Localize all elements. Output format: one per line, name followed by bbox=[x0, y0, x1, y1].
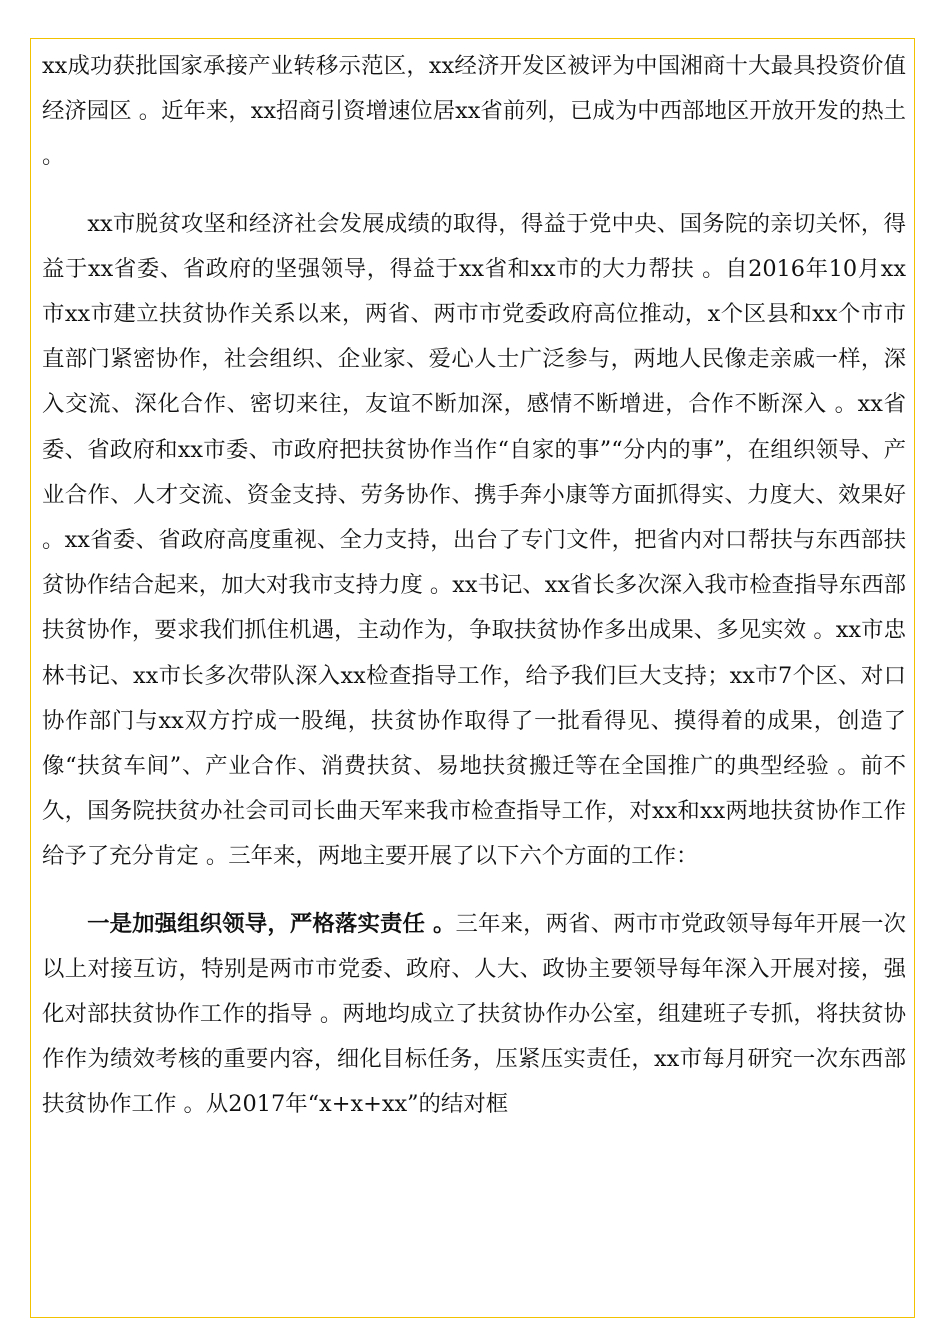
paragraph-intro: xx成功获批国家承接产业转移示范区，xx经济开发区被评为中国湘商十大最具投资价值经济园区 。近年来，xx招商引资增速位居xx省前列，已成为中西部地区开放开发的热土 。 bbox=[42, 53, 906, 170]
paragraph-achievements: xx市脱贫攻坚和经济社会发展成绩的取得，得益于党中央、国务院的亲切关怀，得益于xx省委、省政府的坚强领导，得益于xx省和xx市的大力帮扶 。自2016年10月xx市xx市建立扶贫协作关系以来，两省、两市市党委政府高位推动，x个区县和xx个市市直部门紧密协作，社会组织、企业家、爱心人士广泛参与，两地人民像走亲戚一样，深入交流、深化合作、密切来往，友谊不断加深，感情不断增进，合作不断深入 。xx省委、省政府和xx市委、市政府把扶贫协作当作“自家的事”“分内的事”，在组织领导、产业合作、人才交流、资金支持、劳务协作、携手奔小康等方面抓得实、力度大、效果好 。xx省委、省政府高度重视、全力支持，出台了专门文件，把省内对口帮扶与东西部扶贫协作结合起来，加大对我市支持力度 。xx书记、xx省长多次深入我市检查指导东西部扶贫协作，要求我们抓住机遇，主动作为，争取扶贫协作多出成果、多见实效 。xx市忠林书记、xx市长多次带队深入xx检查指导工作，给予我们巨大支持；xx市7个区、对口协作部门与xx双方拧成一股绳，扶贫协作取得了一批看得见、摸得着的成果，创造了像“扶贫车间”、产业合作、消费扶贫、易地扶贫搬迁等在全国推广的典型经验 。前不久，国务院扶贫办社会司司长曲天军来我市检查指导工作，对xx和xx两地扶贫协作工作给予了充分肯定 。三年来，两地主要开展了以下六个方面的工作： bbox=[42, 210, 906, 870]
document-body bbox=[42, 44, 906, 1128]
paragraph-heading: 一是加强组织领导，严格落实责任 。 bbox=[42, 910, 456, 937]
paragraph-organization bbox=[42, 902, 906, 1128]
paragraph-organization-text: 三年来，两省、两市市党政领导每年开展一次以上对接互访，特别是两市市党委、政府、人大、政协主要领导每年深入开展对接，强化对部扶贫协作工作的指导 。两地均成立了扶贫协作办公室，组建班子专抓，将扶贫协作作为绩效考核的重要内容，细化目标任务，压紧压实责任，xx市每月研究一次东西部扶贫协作工作 。从2017年“x+x+xx”的结对框 bbox=[42, 910, 907, 1118]
